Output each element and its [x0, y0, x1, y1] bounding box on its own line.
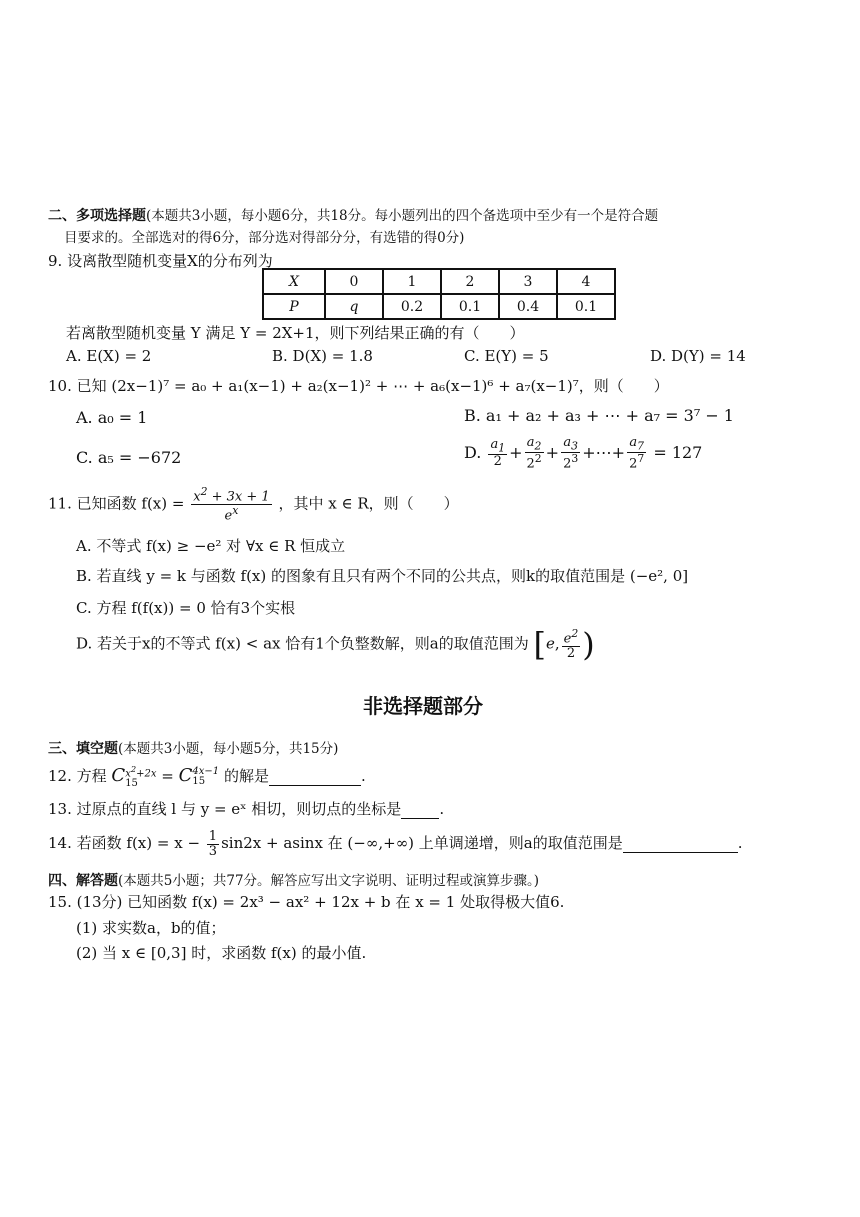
q11-option-d-text: D. 若关于x的不等式 f(x) < ax 恰有1个负整数解，则a的取值范围为 [76, 634, 529, 653]
q10-option-c: C. a₅ = −672 [76, 448, 182, 467]
fraction: $\frac{e^2}{2}$ [563, 627, 579, 661]
q12-answer-blank [269, 767, 361, 786]
q9-option-d: D. D(Y) = 14 [650, 347, 746, 365]
q14-pre: 14. 若函数 f(x) = x − [48, 834, 201, 853]
q14-post: sin2x + asinx 在 (−∞,+∞) 上单调递增，则a的取值范围是 [221, 834, 623, 853]
part2-title: 非选择题部分 [363, 694, 483, 718]
q15-stem: 15. (13分) 已知函数 f(x) = 2x³ − ax² + 12x + b 在 x = 1 处取得极大值6. [48, 893, 565, 911]
q12: 12. 方程 C $x^2+2x$ 15 = C 4x−1 15 的解是 . [48, 764, 366, 790]
section4-note: (本题共5小题；共77分。解答应写出文字说明、证明过程或演算步骤。) [118, 873, 540, 889]
q13-answer-blank [401, 800, 439, 819]
fraction: $\frac{a_7}{2^7}$ [629, 435, 645, 472]
q12-post: 的解是 [223, 767, 269, 786]
q10-option-b: B. a₁ + a₂ + a₃ + ⋯ + a₇ = 3⁷ − 1 [464, 406, 734, 425]
q11-option-d: D. 若关于x的不等式 f(x) < ax 恰有1个负整数解，则a的取值范围为 [e, $\frac{e^2}{2}$ ) [76, 625, 595, 664]
q15-part2: (2) 当 x ∈ [0,3] 时，求函数 f(x) 的最小值. [76, 944, 367, 962]
section3-header [48, 737, 338, 758]
q13-text: 13. 过原点的直线 l 与 y = eˣ 相切，则切点的坐标是 [48, 800, 402, 818]
fraction: $\frac{x^2 + 3x + 1}{e^x}$ [193, 485, 270, 524]
q13 [48, 798, 444, 819]
q14-end: . [737, 834, 743, 853]
table-cell: 0.1 [557, 294, 615, 319]
q10-option-a: A. a₀ = 1 [76, 408, 148, 427]
table-cell: 0 [325, 269, 383, 294]
table-cell: P [263, 294, 325, 319]
section4-heading: 四、解答题 [48, 873, 118, 889]
section2-note-line2: 目要求的。全部选对的得6分，部分选对得部分分，有选错的得0分) [64, 230, 465, 246]
fraction: $\frac{a_1}{2}$ [490, 437, 506, 470]
table-row [263, 269, 615, 294]
table-cell: 0.4 [499, 294, 557, 319]
q11-option-a: A. 不等式 f(x) ≥ −e² 对 ∀x ∈ R 恒成立 [76, 537, 346, 555]
q9-distribution-table [262, 268, 616, 320]
q11-option-b: B. 若直线 y = k 与函数 f(x) 的图象有且只有两个不同的公共点，则k的取值范围是 (−e², 0] [76, 567, 689, 585]
q11-option-c: C. 方程 f(f(x)) = 0 恰有3个实根 [76, 599, 296, 617]
q10-option-d: D. $\frac{a_1}{2}$ + $\frac{a_2}{2^2}$ + $\frac{a_3}{2^3}$ +⋯+ $\frac{a_7}{2^7}$ = 127 [464, 435, 703, 472]
q11-stem-post: ，其中 x ∈ R，则（ ） [278, 494, 459, 513]
table-cell: 1 [383, 269, 441, 294]
fraction: $\frac{a_2}{2^2}$ [526, 435, 542, 472]
table-cell: 0.1 [441, 294, 499, 319]
q9-stem: 9. 设离散型随机变量X的分布列为 [48, 252, 273, 270]
table-cell: 2 [441, 269, 499, 294]
table-cell: 4 [557, 269, 615, 294]
table-cell: 3 [499, 269, 557, 294]
table-cell: X [263, 269, 325, 294]
table-cell: q [325, 294, 383, 319]
section4-header [48, 869, 539, 890]
q9-option-a: A. E(X) = 2 [66, 347, 152, 365]
q13-end: . [439, 800, 445, 818]
q12-pre: 12. 方程 [48, 767, 107, 786]
q12-end: . [360, 767, 366, 786]
q11-stem [48, 486, 459, 523]
q15-part1: (1) 求实数a，b的值； [76, 919, 226, 937]
q9-condition: 若离散型随机变量 Y 满足 Y = 2X+1，则下列结果正确的有（ ） [66, 324, 525, 342]
q9-option-c: C. E(Y) = 5 [464, 347, 549, 365]
table-cell: 0.2 [383, 294, 441, 319]
section2-header [48, 204, 658, 225]
q9-option-b: B. D(X) = 1.8 [272, 347, 373, 365]
q10-stem: 10. 已知 (2x−1)⁷ = a₀ + a₁(x−1) + a₂(x−1)² + ⋯ + a₆(x−1)⁶ + a₇(x−1)⁷，则（ ） [48, 377, 669, 395]
section2-heading: 二、多项选择题 [48, 208, 146, 224]
table-row [263, 294, 615, 319]
section3-heading: 三、填空题 [48, 741, 118, 757]
fraction: $\frac{1}{3}$ [208, 829, 218, 859]
fraction: $\frac{a_3}{2^3}$ [563, 435, 579, 472]
section3-note: (本题共3小题，每小题5分，共15分) [118, 741, 339, 757]
q11-stem-pre: 11. 已知函数 f(x) = [48, 494, 185, 513]
q14-answer-blank [623, 834, 738, 853]
q10-option-d-rhs: = 127 [653, 442, 703, 462]
q14 [48, 830, 743, 858]
section2-note-line1: (本题共3小题，每小题6分，共18分。每小题列出的四个备选项中至少有一个是符合题 [146, 208, 659, 224]
q10-option-d-label: D. [464, 442, 482, 462]
